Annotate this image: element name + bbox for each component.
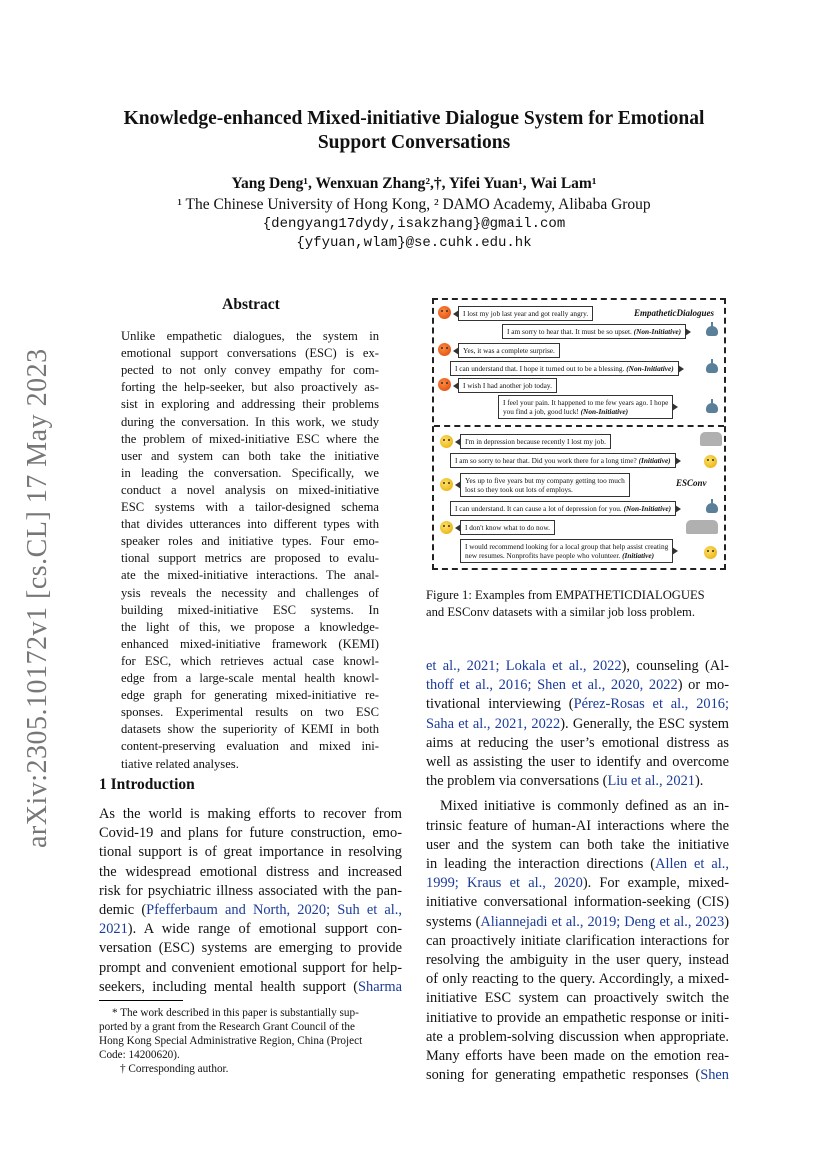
abstract-line: ysis reveals the necessity and challenges of bbox=[121, 585, 379, 600]
abstract-line: pected to not only convey empathy for com- bbox=[121, 363, 379, 378]
intro-left-line: Covid-19 and plans for future construction, emo- bbox=[99, 825, 402, 842]
intro-left-line: the widespread emotional distress and increased bbox=[99, 863, 402, 880]
intro-left-line: prompt and convenient emotional support for help- bbox=[99, 959, 402, 976]
figure-caption-line-2: and ESConv datasets with a similar job loss problem. bbox=[426, 605, 695, 619]
intro-right-line: thoff et al., 2016; Shen et al., 2020, 2022) or mo- bbox=[426, 677, 729, 694]
intro-right-line: initiative to provide an empathetic response or initi- bbox=[426, 1009, 729, 1026]
angry-user-icon bbox=[438, 306, 451, 319]
esc-user-utterance-2: Yes up to five years but my company getting too much lost so they took out lots of employs. bbox=[460, 473, 630, 497]
intro-right-line: can proactively initiate clarification interactions for bbox=[426, 932, 729, 949]
ed-user-utterance-1: I lost my job last year and got really angry. bbox=[458, 306, 593, 321]
abstract-line: emotional support conversations (ESC) is ex- bbox=[121, 346, 379, 361]
abstract-line: conduct a novel analysis on mixed-initiative bbox=[121, 482, 379, 497]
arxiv-identifier: arXiv:2305.10172v1 [cs.CL] 17 May 2023 bbox=[22, 348, 53, 848]
intro-right-line: of only reacting to the query. Accordingly, a mixed- bbox=[426, 971, 729, 988]
footnote-1-line-4: Code: 14200620). bbox=[99, 1049, 180, 1061]
esc-user-utterance-1: I'm in depression because recently I lost my job. bbox=[460, 434, 611, 449]
robot-icon bbox=[706, 363, 718, 373]
abstract-line: ESC systems with a tailor-designed schema bbox=[121, 500, 379, 514]
ed-user-utterance-3: I wish I had another job today. bbox=[458, 378, 557, 393]
section-heading-introduction: 1 Introduction bbox=[99, 776, 195, 793]
intro-right-line: soning for generating empathetic responses (Shen bbox=[426, 1067, 729, 1084]
intro-left-line: tional support is of great importance in resolving bbox=[99, 844, 402, 861]
intro-left-line: As the world is making efforts to recover from bbox=[99, 806, 402, 822]
intro-left-line: demic (Pfefferbaum and North, 2020; Suh et al., bbox=[99, 902, 402, 918]
angry-user-icon bbox=[438, 343, 451, 356]
abstract-line: that divides utterances into different types with bbox=[121, 517, 379, 532]
abstract-line: during the conversation. In this work, we study bbox=[121, 414, 379, 429]
citation-link[interactable]: Allen et al., bbox=[655, 856, 729, 872]
citation-link[interactable]: 1999; Kraus et al., 2020 bbox=[426, 875, 583, 892]
abstract-line: Unlike empathetic dialogues, the system in bbox=[121, 329, 379, 343]
dataset-label-ed: EmpatheticDialogues bbox=[634, 308, 715, 318]
sad-user-icon bbox=[440, 435, 453, 448]
intro-right-line: the problem via conversations (Liu et al., 2021). bbox=[426, 773, 704, 790]
ed-system-utterance-1: I am sorry to hear that. It must be so upset. (Non-Initiative) bbox=[502, 324, 686, 339]
intro-left-line: seekers, including mental health support (Sharma bbox=[99, 978, 402, 995]
intro-right-line: well as assisting the user to identify and overcome bbox=[426, 754, 729, 770]
figure-1 bbox=[432, 298, 726, 570]
intro-right-line: Mixed initiative is commonly defined as an in- bbox=[440, 798, 729, 815]
abstract-line: forting the help-seeker, but also proactively as- bbox=[121, 380, 379, 395]
abstract-line: tional support metrics are proposed to evalu- bbox=[121, 551, 379, 566]
abstract-line: enhanced mixed-initiative framework (KEMI) bbox=[121, 636, 379, 651]
people-icon bbox=[686, 520, 718, 534]
dataset-label-esconv: ESConv bbox=[676, 478, 707, 488]
footnote-1-line-3: Hong Kong Special Administrative Region, China (Project bbox=[99, 1035, 363, 1047]
email-line-1: {dengyang17dydy,isakzhang}@gmail.com bbox=[262, 216, 566, 232]
citation-link[interactable]: thoff et al., 2016; Shen et al., 2020, 2022 bbox=[426, 677, 678, 694]
abstract-line: edge graph for generating mixed-initiative re- bbox=[121, 688, 379, 703]
affiliation: ¹ The Chinese University of Hong Kong, ² DAMO Academy, Alibaba Group bbox=[177, 196, 651, 213]
figure-divider bbox=[434, 425, 724, 427]
abstract-line: building mixed-initiative ESC systems. In bbox=[121, 602, 379, 617]
sad-user-icon bbox=[440, 478, 453, 491]
abstract-line: speaker roles and initiative types. Four emo- bbox=[121, 534, 379, 549]
intro-right-line: resolving the ambiguity in the user query, instead bbox=[426, 952, 729, 968]
intro-right-line: initiative conversational information-seeking (CIS) bbox=[426, 894, 729, 911]
citation-link[interactable]: Pérez-Rosas et al., 2016; bbox=[573, 696, 729, 713]
intro-right-line: in leading the interaction directions (Allen et al., bbox=[426, 856, 729, 872]
thinking-face-icon bbox=[704, 546, 717, 559]
citation-link[interactable]: Pfefferbaum and North, 2020; Suh et al., bbox=[146, 902, 402, 918]
intro-right-line: trinsic feature of human-AI interactions where the bbox=[426, 817, 729, 834]
intro-right-line: initiative ESC system can proactively switch the bbox=[426, 990, 729, 1007]
abstract-line: sponses. Experimental results on two ESC bbox=[121, 705, 379, 720]
citation-link[interactable]: Saha et al., 2021, 2022 bbox=[426, 715, 561, 732]
intro-right-line: Saha et al., 2021, 2022). Generally, the ESC system bbox=[426, 715, 729, 732]
esc-user-utterance-3: I don't know what to do now. bbox=[460, 520, 555, 535]
abstract-line: tiative related analyses. bbox=[121, 756, 239, 771]
abstract-line: the problem of mixed-initiative ESC where the bbox=[121, 431, 379, 446]
title-line-2: Support Conversations bbox=[317, 132, 511, 153]
esc-system-utterance-2: I can understand. It can cause a lot of depression for you. (Non-Initiative) bbox=[450, 501, 676, 516]
authors: Yang Deng¹, Wenxuan Zhang²,†, Yifei Yuan¹, Wai Lam¹ bbox=[231, 175, 597, 192]
abstract-line: in leading the conversation. Specifically, we bbox=[121, 465, 379, 480]
robot-icon bbox=[706, 503, 718, 513]
citation-link[interactable]: Liu et al., 2021 bbox=[607, 773, 695, 790]
footnote-1-line-1: * The work described in this paper is substantially sup- bbox=[112, 1007, 359, 1019]
abstract-heading: Abstract bbox=[222, 296, 280, 313]
abstract-line: for ESC, which retrieves actual case knowl- bbox=[121, 653, 379, 668]
figure-caption-line-1: Figure 1: Examples from EMPATHETICDIALOGUES bbox=[426, 588, 705, 602]
citation-link[interactable]: 2021 bbox=[99, 921, 128, 938]
citation-link[interactable]: Aliannejadi et al., 2019; Deng et al., 2023 bbox=[480, 913, 725, 930]
esc-system-utterance-3: I would recommend looking for a local group that help assist creating new resumes. Nonprofits have people who volunteer. (Initiative) bbox=[460, 539, 673, 563]
intro-right-line: user and the system can both take the initiative bbox=[426, 836, 729, 853]
intro-right-line: aims at reducing the user’s emotional distress as bbox=[426, 734, 729, 751]
citation-link[interactable]: et al., 2021; Lokala et al., 2022 bbox=[426, 658, 622, 674]
ed-user-utterance-2: Yes, it was a complete surprise. bbox=[458, 343, 560, 358]
abstract-line: content-preserving evaluation and mixed ini- bbox=[121, 739, 379, 754]
footnote-1-line-2: ported by a grant from the Research Grant Council of the bbox=[99, 1021, 355, 1033]
footnote-2: † Corresponding author. bbox=[120, 1063, 229, 1075]
intro-left-line: versation (ESC) systems are emerging to provide bbox=[99, 940, 402, 957]
intro-right-line: ate a problem-solving discussion when appropriate. bbox=[426, 1028, 729, 1045]
ed-system-utterance-3: I feel your pain. It happened to me few years ago. I hope you find a job, good luck! (Non-Initiative) bbox=[498, 395, 673, 419]
abstract-line: ate the mixed-initiative interactions. The anal- bbox=[121, 568, 379, 583]
citation-link[interactable]: Shen bbox=[700, 1067, 729, 1084]
citation-link[interactable]: Sharma bbox=[358, 978, 402, 995]
esc-system-utterance-1: I am so sorry to hear that. Did you work there for a long time? (Initiative) bbox=[450, 453, 676, 468]
angry-user-icon bbox=[438, 378, 451, 391]
intro-right-line: systems (Aliannejadi et al., 2019; Deng et al., 2023) bbox=[426, 913, 729, 930]
ed-system-utterance-2: I can understand that. I hope it turned out to be a blessing. (Non-Initiative) bbox=[450, 361, 679, 376]
thinking-face-icon bbox=[704, 455, 717, 468]
paper-title bbox=[80, 107, 748, 155]
abstract-line: datasets show the superiority of KEMI in both bbox=[121, 722, 379, 737]
people-icon bbox=[700, 432, 722, 446]
email-line-2: {yfyuan,wlam}@se.cuhk.edu.hk bbox=[296, 235, 532, 251]
abstract-line: sist in exploring and addressing their problems bbox=[121, 397, 379, 412]
intro-right-line: tivational interviewing (Pérez-Rosas et al., 2016; bbox=[426, 696, 729, 713]
intro-right-line: 1999; Kraus et al., 2020). For example, mixed- bbox=[426, 875, 729, 892]
abstract-line: the light of this, we propose a knowledge- bbox=[121, 619, 379, 634]
abstract-line: edge from a large-scale mental health knowl- bbox=[121, 671, 379, 685]
footnote-rule bbox=[99, 1000, 183, 1001]
robot-icon bbox=[706, 403, 718, 413]
sad-user-icon bbox=[440, 521, 453, 534]
intro-left-line: risk for psychiatric illness associated with the pan- bbox=[99, 882, 402, 899]
title-line-1: Knowledge-enhanced Mixed-initiative Dialogue System for Emotional bbox=[123, 108, 705, 129]
abstract-line: user and system can both take the initiative bbox=[121, 448, 379, 463]
intro-right-line: et al., 2021; Lokala et al., 2022), counseling (Al- bbox=[426, 658, 729, 674]
robot-icon bbox=[706, 326, 718, 336]
intro-right-line: Many efforts have been made on the emotion rea- bbox=[426, 1048, 729, 1064]
intro-left-line: 2021). A wide range of emotional support con- bbox=[99, 921, 402, 938]
